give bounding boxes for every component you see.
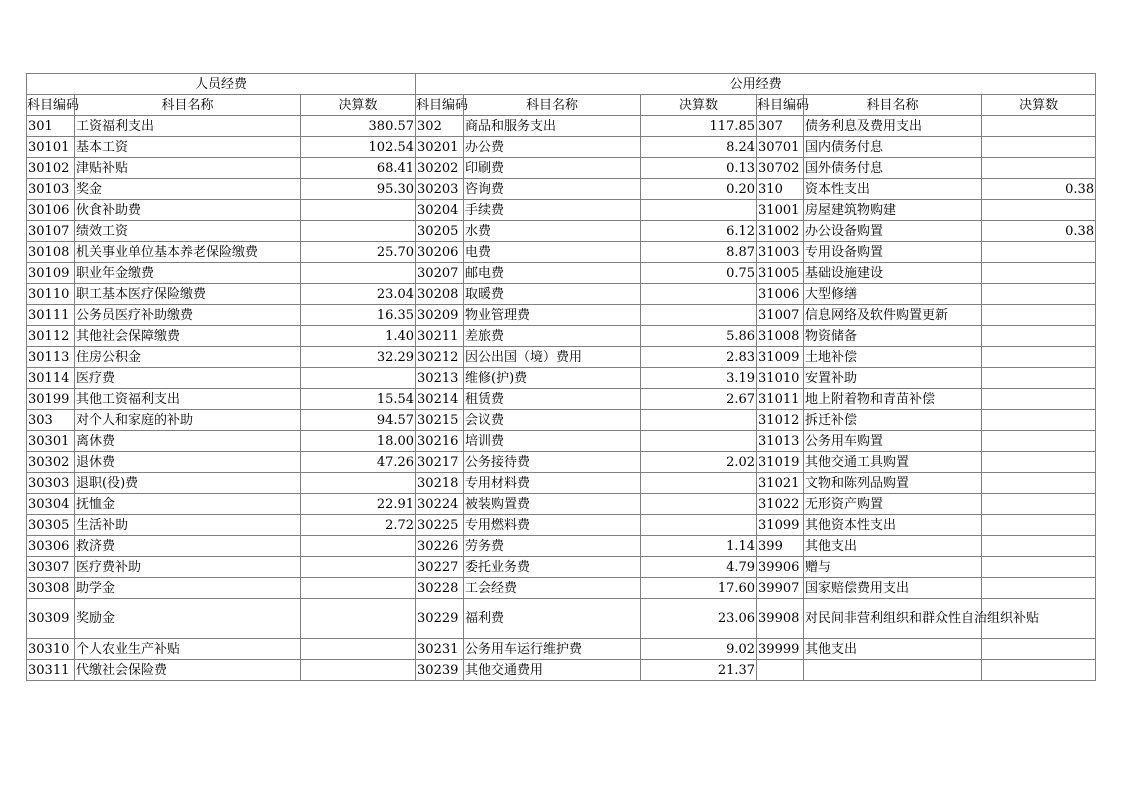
amount-cell bbox=[982, 347, 1096, 368]
amount-cell bbox=[982, 660, 1096, 681]
table-row bbox=[27, 347, 1096, 368]
header-name: 科目名称 bbox=[804, 95, 982, 116]
subject-code-cell: 30113 bbox=[27, 347, 75, 368]
subject-code-cell: 30202 bbox=[416, 158, 464, 179]
subject-name-cell: 公务用车购置 bbox=[804, 431, 982, 452]
subject-name-cell: 对个人和家庭的补助 bbox=[75, 410, 301, 431]
subject-code-cell: 31011 bbox=[757, 389, 804, 410]
amount-cell: 32.29 bbox=[301, 347, 416, 368]
subject-code-cell: 30701 bbox=[757, 137, 804, 158]
table-row bbox=[27, 410, 1096, 431]
subject-code-cell: 30239 bbox=[416, 660, 464, 681]
subject-name-cell: 咨询费 bbox=[464, 179, 641, 200]
amount-cell bbox=[301, 368, 416, 389]
table-body bbox=[27, 116, 1096, 681]
amount-cell: 117.85 bbox=[641, 116, 757, 137]
header-amount: 决算数 bbox=[301, 95, 416, 116]
subject-code-cell: 302 bbox=[416, 116, 464, 137]
table-row bbox=[27, 431, 1096, 452]
subject-code-cell bbox=[757, 660, 804, 681]
amount-cell bbox=[982, 452, 1096, 473]
subject-name-cell: 抚恤金 bbox=[75, 494, 301, 515]
table-row bbox=[27, 515, 1096, 536]
subject-code-cell: 30310 bbox=[27, 639, 75, 660]
subject-name-cell: 大型修缮 bbox=[804, 284, 982, 305]
subject-code-cell: 30224 bbox=[416, 494, 464, 515]
subject-code-cell: 39907 bbox=[757, 578, 804, 599]
subject-name-cell: 维修(护)费 bbox=[464, 368, 641, 389]
subject-code-cell: 30206 bbox=[416, 242, 464, 263]
subject-code-cell: 30211 bbox=[416, 326, 464, 347]
subject-name-cell: 退休费 bbox=[75, 452, 301, 473]
table-row bbox=[27, 639, 1096, 660]
subject-name-cell: 差旅费 bbox=[464, 326, 641, 347]
subject-code-cell: 31012 bbox=[757, 410, 804, 431]
subject-code-cell: 30227 bbox=[416, 557, 464, 578]
subject-code-cell: 30213 bbox=[416, 368, 464, 389]
subject-name-cell: 基础设施建设 bbox=[804, 263, 982, 284]
subject-code-cell: 30215 bbox=[416, 410, 464, 431]
subject-code-cell: 30307 bbox=[27, 557, 75, 578]
subject-code-cell: 31022 bbox=[757, 494, 804, 515]
subject-name-cell: 水费 bbox=[464, 221, 641, 242]
subject-name-cell: 救济费 bbox=[75, 536, 301, 557]
subject-code-cell: 31009 bbox=[757, 347, 804, 368]
subject-code-cell: 31010 bbox=[757, 368, 804, 389]
amount-cell: 68.41 bbox=[301, 158, 416, 179]
subject-code-cell: 31007 bbox=[757, 305, 804, 326]
subject-name-cell: 土地补偿 bbox=[804, 347, 982, 368]
amount-cell: 95.30 bbox=[301, 179, 416, 200]
amount-cell bbox=[641, 515, 757, 536]
subject-name-cell: 其他支出 bbox=[804, 639, 982, 660]
subject-name-cell: 房屋建筑物购建 bbox=[804, 200, 982, 221]
amount-cell: 1.14 bbox=[641, 536, 757, 557]
amount-cell bbox=[982, 389, 1096, 410]
amount-cell bbox=[982, 137, 1096, 158]
subject-code-cell: 30114 bbox=[27, 368, 75, 389]
subject-code-cell: 30229 bbox=[416, 599, 464, 639]
subject-code-cell: 31002 bbox=[757, 221, 804, 242]
amount-cell: 23.04 bbox=[301, 284, 416, 305]
subject-code-cell: 30311 bbox=[27, 660, 75, 681]
amount-cell: 25.70 bbox=[301, 242, 416, 263]
header-name: 科目名称 bbox=[75, 95, 301, 116]
section-personnel: 人员经费 bbox=[27, 74, 416, 95]
subject-name-cell: 其他支出 bbox=[804, 536, 982, 557]
expenditure-table bbox=[26, 73, 1096, 681]
subject-code-cell: 30305 bbox=[27, 515, 75, 536]
subject-code-cell: 301 bbox=[27, 116, 75, 137]
amount-cell bbox=[982, 368, 1096, 389]
subject-name-cell: 委托业务费 bbox=[464, 557, 641, 578]
subject-code-cell: 30308 bbox=[27, 578, 75, 599]
subject-code-cell: 30303 bbox=[27, 473, 75, 494]
amount-cell bbox=[982, 578, 1096, 599]
amount-cell: 6.12 bbox=[641, 221, 757, 242]
subject-code-cell: 30107 bbox=[27, 221, 75, 242]
subject-code-cell: 30102 bbox=[27, 158, 75, 179]
header-name: 科目名称 bbox=[464, 95, 641, 116]
table-row bbox=[27, 242, 1096, 263]
subject-name-cell: 绩效工资 bbox=[75, 221, 301, 242]
subject-name-cell: 其他交通费用 bbox=[464, 660, 641, 681]
subject-code-cell: 39999 bbox=[757, 639, 804, 660]
amount-cell: 2.72 bbox=[301, 515, 416, 536]
amount-cell: 15.54 bbox=[301, 389, 416, 410]
subject-name-cell: 职业年金缴费 bbox=[75, 263, 301, 284]
subject-code-cell: 31003 bbox=[757, 242, 804, 263]
subject-code-cell: 30112 bbox=[27, 326, 75, 347]
amount-cell: 0.20 bbox=[641, 179, 757, 200]
subject-name-cell: 工资福利支出 bbox=[75, 116, 301, 137]
subject-code-cell: 399 bbox=[757, 536, 804, 557]
subject-code-cell: 30216 bbox=[416, 431, 464, 452]
subject-name-cell: 国外债务付息 bbox=[804, 158, 982, 179]
subject-name-cell: 办公设备购置 bbox=[804, 221, 982, 242]
amount-cell bbox=[641, 494, 757, 515]
amount-cell bbox=[982, 116, 1096, 137]
amount-cell bbox=[301, 221, 416, 242]
subject-code-cell: 30228 bbox=[416, 578, 464, 599]
subject-code-cell: 30231 bbox=[416, 639, 464, 660]
subject-code-cell: 30108 bbox=[27, 242, 75, 263]
subject-name-cell: 福利费 bbox=[464, 599, 641, 639]
amount-cell bbox=[982, 284, 1096, 305]
subject-name-cell: 因公出国（境）费用 bbox=[464, 347, 641, 368]
table-row bbox=[27, 326, 1096, 347]
subject-code-cell: 31005 bbox=[757, 263, 804, 284]
amount-cell: 5.86 bbox=[641, 326, 757, 347]
amount-cell bbox=[301, 660, 416, 681]
amount-cell: 8.87 bbox=[641, 242, 757, 263]
subject-name-cell: 专用燃料费 bbox=[464, 515, 641, 536]
amount-cell bbox=[982, 473, 1096, 494]
amount-cell bbox=[641, 284, 757, 305]
subject-code-cell: 30212 bbox=[416, 347, 464, 368]
amount-cell: 8.24 bbox=[641, 137, 757, 158]
subject-code-cell: 30226 bbox=[416, 536, 464, 557]
subject-code-cell: 31001 bbox=[757, 200, 804, 221]
subject-name-cell: 拆迁补偿 bbox=[804, 410, 982, 431]
amount-cell bbox=[982, 326, 1096, 347]
amount-cell: 9.02 bbox=[641, 639, 757, 660]
amount-cell bbox=[982, 515, 1096, 536]
column-header-row bbox=[27, 95, 1096, 116]
amount-cell bbox=[982, 263, 1096, 284]
subject-code-cell: 31021 bbox=[757, 473, 804, 494]
subject-code-cell: 31019 bbox=[757, 452, 804, 473]
section-header-row bbox=[27, 74, 1096, 95]
amount-cell bbox=[641, 305, 757, 326]
subject-code-cell: 30214 bbox=[416, 389, 464, 410]
subject-name-cell: 伙食补助费 bbox=[75, 200, 301, 221]
subject-code-cell: 31013 bbox=[757, 431, 804, 452]
subject-name-cell: 物业管理费 bbox=[464, 305, 641, 326]
subject-code-cell: 30225 bbox=[416, 515, 464, 536]
subject-code-cell: 30111 bbox=[27, 305, 75, 326]
amount-cell bbox=[301, 578, 416, 599]
subject-name-cell: 生活补助 bbox=[75, 515, 301, 536]
subject-code-cell: 310 bbox=[757, 179, 804, 200]
subject-code-cell: 30208 bbox=[416, 284, 464, 305]
table-row bbox=[27, 200, 1096, 221]
amount-cell bbox=[301, 536, 416, 557]
table-row bbox=[27, 536, 1096, 557]
subject-code-cell: 30218 bbox=[416, 473, 464, 494]
amount-cell bbox=[982, 536, 1096, 557]
subject-name-cell: 职工基本医疗保险缴费 bbox=[75, 284, 301, 305]
amount-cell bbox=[982, 305, 1096, 326]
subject-name-cell: 邮电费 bbox=[464, 263, 641, 284]
amount-cell bbox=[301, 200, 416, 221]
subject-name-cell: 取暖费 bbox=[464, 284, 641, 305]
subject-name-cell: 国内债务付息 bbox=[804, 137, 982, 158]
amount-cell: 4.79 bbox=[641, 557, 757, 578]
amount-cell bbox=[982, 639, 1096, 660]
subject-name-cell: 其他工资福利支出 bbox=[75, 389, 301, 410]
subject-name-cell: 电费 bbox=[464, 242, 641, 263]
table-row bbox=[27, 389, 1096, 410]
amount-cell: 0.38 bbox=[982, 179, 1096, 200]
amount-cell: 18.00 bbox=[301, 431, 416, 452]
subject-code-cell: 30110 bbox=[27, 284, 75, 305]
amount-cell bbox=[982, 494, 1096, 515]
subject-name-cell: 退职(役)费 bbox=[75, 473, 301, 494]
subject-name-cell: 其他社会保障缴费 bbox=[75, 326, 301, 347]
subject-name-cell: 办公费 bbox=[464, 137, 641, 158]
table-row bbox=[27, 557, 1096, 578]
subject-name-cell: 国家赔偿费用支出 bbox=[804, 578, 982, 599]
subject-name-cell: 奖金 bbox=[75, 179, 301, 200]
header-code: 科目编码 bbox=[416, 95, 464, 116]
subject-name-cell: 文物和陈列品购置 bbox=[804, 473, 982, 494]
subject-name-cell: 专用材料费 bbox=[464, 473, 641, 494]
amount-cell: 94.57 bbox=[301, 410, 416, 431]
header-code: 科目编码 bbox=[27, 95, 75, 116]
amount-cell: 2.02 bbox=[641, 452, 757, 473]
amount-cell: 0.38 bbox=[982, 221, 1096, 242]
table-row bbox=[27, 473, 1096, 494]
subject-name-cell: 其他交通工具购置 bbox=[804, 452, 982, 473]
subject-name-cell: 赠与 bbox=[804, 557, 982, 578]
amount-cell bbox=[982, 158, 1096, 179]
amount-cell bbox=[301, 263, 416, 284]
header-code: 科目编码 bbox=[757, 95, 804, 116]
amount-cell: 380.57 bbox=[301, 116, 416, 137]
subject-name-cell bbox=[804, 660, 982, 681]
subject-code-cell: 31099 bbox=[757, 515, 804, 536]
table-row bbox=[27, 221, 1096, 242]
subject-name-cell: 公务用车运行维护费 bbox=[464, 639, 641, 660]
subject-name-cell: 资本性支出 bbox=[804, 179, 982, 200]
table-row bbox=[27, 452, 1096, 473]
subject-code-cell: 30306 bbox=[27, 536, 75, 557]
subject-code-cell: 31006 bbox=[757, 284, 804, 305]
subject-name-cell: 奖励金 bbox=[75, 599, 301, 639]
subject-name-cell: 基本工资 bbox=[75, 137, 301, 158]
amount-cell: 23.06 bbox=[641, 599, 757, 639]
subject-name-cell: 工会经费 bbox=[464, 578, 641, 599]
subject-code-cell: 307 bbox=[757, 116, 804, 137]
subject-code-cell: 30217 bbox=[416, 452, 464, 473]
amount-cell bbox=[301, 473, 416, 494]
subject-code-cell: 39906 bbox=[757, 557, 804, 578]
table-row bbox=[27, 158, 1096, 179]
table-row bbox=[27, 137, 1096, 158]
subject-name-cell: 对民间非营利组织和群众性自治组织补贴 bbox=[804, 599, 982, 639]
subject-code-cell: 30209 bbox=[416, 305, 464, 326]
subject-code-cell: 303 bbox=[27, 410, 75, 431]
subject-code-cell: 30204 bbox=[416, 200, 464, 221]
subject-code-cell: 30207 bbox=[416, 263, 464, 284]
subject-name-cell: 安置补助 bbox=[804, 368, 982, 389]
amount-cell: 1.40 bbox=[301, 326, 416, 347]
subject-name-cell: 其他资本性支出 bbox=[804, 515, 982, 536]
subject-name-cell: 信息网络及软件购置更新 bbox=[804, 305, 982, 326]
subject-code-cell: 30199 bbox=[27, 389, 75, 410]
amount-cell bbox=[301, 599, 416, 639]
table-row bbox=[27, 494, 1096, 515]
subject-code-cell: 30304 bbox=[27, 494, 75, 515]
amount-cell: 17.60 bbox=[641, 578, 757, 599]
subject-name-cell: 培训费 bbox=[464, 431, 641, 452]
amount-cell: 0.13 bbox=[641, 158, 757, 179]
table-row bbox=[27, 179, 1096, 200]
amount-cell: 47.26 bbox=[301, 452, 416, 473]
amount-cell: 0.75 bbox=[641, 263, 757, 284]
subject-name-cell: 机关事业单位基本养老保险缴费 bbox=[75, 242, 301, 263]
subject-code-cell: 30103 bbox=[27, 179, 75, 200]
amount-cell bbox=[982, 242, 1096, 263]
subject-name-cell: 商品和服务支出 bbox=[464, 116, 641, 137]
amount-cell bbox=[982, 410, 1096, 431]
subject-name-cell: 住房公积金 bbox=[75, 347, 301, 368]
amount-cell: 16.35 bbox=[301, 305, 416, 326]
subject-name-cell: 物资储备 bbox=[804, 326, 982, 347]
amount-cell: 102.54 bbox=[301, 137, 416, 158]
subject-name-cell: 印刷费 bbox=[464, 158, 641, 179]
table-row bbox=[27, 660, 1096, 681]
subject-code-cell: 31008 bbox=[757, 326, 804, 347]
subject-name-cell: 专用设备购置 bbox=[804, 242, 982, 263]
amount-cell bbox=[641, 473, 757, 494]
subject-name-cell: 手续费 bbox=[464, 200, 641, 221]
subject-name-cell: 会议费 bbox=[464, 410, 641, 431]
table-row bbox=[27, 284, 1096, 305]
subject-code-cell: 30101 bbox=[27, 137, 75, 158]
subject-name-cell: 被装购置费 bbox=[464, 494, 641, 515]
subject-code-cell: 30302 bbox=[27, 452, 75, 473]
table-row bbox=[27, 116, 1096, 137]
subject-name-cell: 助学金 bbox=[75, 578, 301, 599]
subject-code-cell: 30301 bbox=[27, 431, 75, 452]
section-public: 公用经费 bbox=[416, 74, 1096, 95]
amount-cell bbox=[982, 200, 1096, 221]
amount-cell: 2.67 bbox=[641, 389, 757, 410]
amount-cell bbox=[641, 410, 757, 431]
subject-name-cell: 个人农业生产补贴 bbox=[75, 639, 301, 660]
subject-name-cell: 医疗费 bbox=[75, 368, 301, 389]
subject-name-cell: 医疗费补助 bbox=[75, 557, 301, 578]
table-row bbox=[27, 263, 1096, 284]
header-amount: 决算数 bbox=[641, 95, 757, 116]
subject-name-cell: 债务利息及费用支出 bbox=[804, 116, 982, 137]
subject-name-cell: 租赁费 bbox=[464, 389, 641, 410]
amount-cell bbox=[982, 557, 1096, 578]
subject-code-cell: 30106 bbox=[27, 200, 75, 221]
subject-name-cell: 代缴社会保险费 bbox=[75, 660, 301, 681]
subject-name-cell: 劳务费 bbox=[464, 536, 641, 557]
table-row bbox=[27, 599, 1096, 639]
amount-cell: 21.37 bbox=[641, 660, 757, 681]
amount-cell: 22.91 bbox=[301, 494, 416, 515]
subject-code-cell: 30201 bbox=[416, 137, 464, 158]
subject-code-cell: 30203 bbox=[416, 179, 464, 200]
subject-code-cell: 30109 bbox=[27, 263, 75, 284]
amount-cell bbox=[301, 639, 416, 660]
subject-name-cell: 公务接待费 bbox=[464, 452, 641, 473]
table-row bbox=[27, 578, 1096, 599]
table-row bbox=[27, 305, 1096, 326]
subject-code-cell: 30309 bbox=[27, 599, 75, 639]
subject-name-cell: 津贴补贴 bbox=[75, 158, 301, 179]
subject-code-cell: 30702 bbox=[757, 158, 804, 179]
table-row bbox=[27, 368, 1096, 389]
amount-cell bbox=[301, 557, 416, 578]
subject-code-cell: 39908 bbox=[757, 599, 804, 639]
amount-cell bbox=[641, 200, 757, 221]
amount-cell: 3.19 bbox=[641, 368, 757, 389]
subject-code-cell: 30205 bbox=[416, 221, 464, 242]
header-amount: 决算数 bbox=[982, 95, 1096, 116]
subject-name-cell: 公务员医疗补助缴费 bbox=[75, 305, 301, 326]
amount-cell: 2.83 bbox=[641, 347, 757, 368]
subject-name-cell: 离休费 bbox=[75, 431, 301, 452]
amount-cell bbox=[641, 431, 757, 452]
subject-name-cell: 地上附着物和青苗补偿 bbox=[804, 389, 982, 410]
subject-name-cell: 无形资产购置 bbox=[804, 494, 982, 515]
amount-cell bbox=[982, 431, 1096, 452]
